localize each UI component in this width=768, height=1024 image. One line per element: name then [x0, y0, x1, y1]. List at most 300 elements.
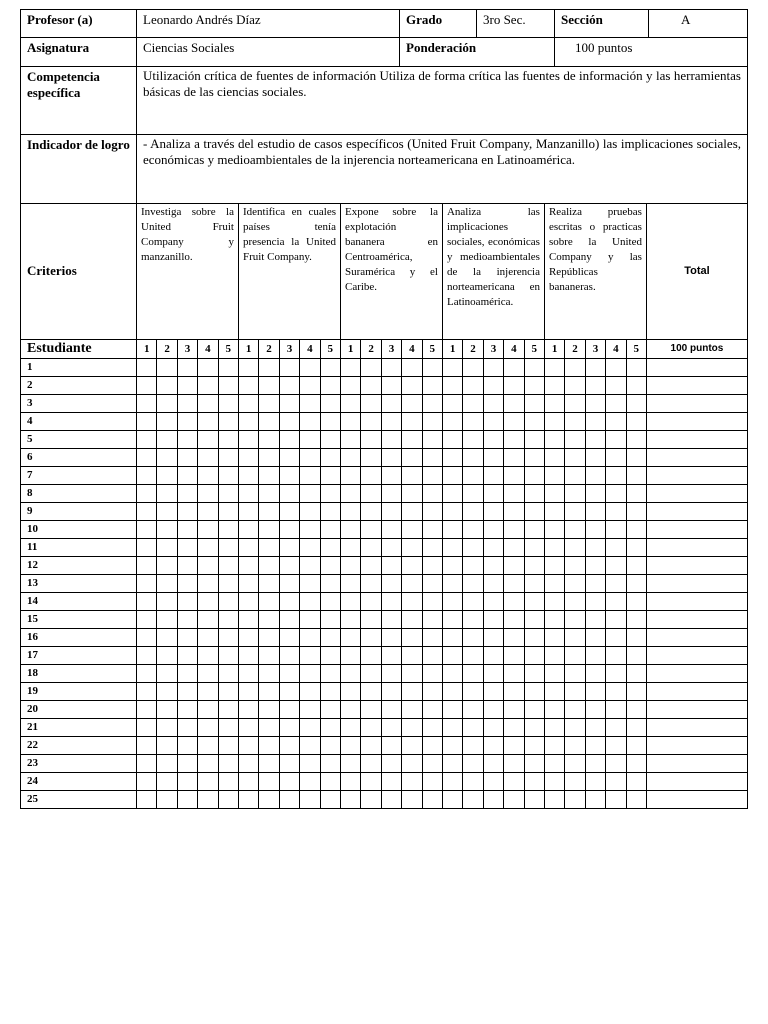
score-cell[interactable]	[422, 611, 442, 629]
score-cell[interactable]	[157, 611, 177, 629]
score-cell[interactable]	[198, 593, 218, 611]
score-cell[interactable]	[198, 737, 218, 755]
score-cell[interactable]	[198, 395, 218, 413]
score-cell[interactable]	[524, 395, 544, 413]
score-cell[interactable]	[544, 719, 564, 737]
score-cell[interactable]	[626, 719, 646, 737]
score-cell[interactable]	[361, 629, 381, 647]
score-cell[interactable]	[198, 557, 218, 575]
score-cell[interactable]	[238, 395, 258, 413]
score-cell[interactable]	[279, 449, 299, 467]
score-cell[interactable]	[463, 719, 483, 737]
score-cell[interactable]	[300, 377, 320, 395]
score-cell[interactable]	[300, 503, 320, 521]
score-cell[interactable]	[626, 359, 646, 377]
score-cell[interactable]	[544, 449, 564, 467]
score-cell[interactable]	[300, 701, 320, 719]
score-cell[interactable]	[504, 575, 524, 593]
score-cell[interactable]	[279, 737, 299, 755]
score-cell[interactable]	[524, 665, 544, 683]
score-cell[interactable]	[565, 449, 585, 467]
score-cell[interactable]	[279, 647, 299, 665]
score-cell[interactable]	[320, 557, 340, 575]
score-cell[interactable]	[606, 377, 626, 395]
score-cell[interactable]	[606, 611, 626, 629]
score-cell[interactable]	[463, 629, 483, 647]
score-cell[interactable]	[442, 575, 462, 593]
score-cell[interactable]	[340, 647, 360, 665]
score-cell[interactable]	[177, 539, 197, 557]
score-cell[interactable]	[300, 773, 320, 791]
score-cell[interactable]	[524, 737, 544, 755]
score-cell[interactable]	[137, 557, 157, 575]
score-cell[interactable]	[402, 629, 422, 647]
score-cell[interactable]	[565, 359, 585, 377]
score-cell[interactable]	[626, 431, 646, 449]
score-cell[interactable]	[626, 629, 646, 647]
score-cell[interactable]	[381, 575, 401, 593]
score-cell[interactable]	[585, 647, 605, 665]
score-cell[interactable]	[279, 575, 299, 593]
score-cell[interactable]	[157, 431, 177, 449]
score-cell[interactable]	[177, 593, 197, 611]
score-cell[interactable]	[279, 665, 299, 683]
score-cell[interactable]	[238, 719, 258, 737]
score-cell[interactable]	[157, 755, 177, 773]
score-cell[interactable]	[381, 413, 401, 431]
score-cell[interactable]	[218, 521, 238, 539]
score-cell[interactable]	[177, 521, 197, 539]
score-cell[interactable]	[320, 701, 340, 719]
score-cell[interactable]	[544, 647, 564, 665]
score-cell[interactable]	[198, 503, 218, 521]
score-cell[interactable]	[422, 701, 442, 719]
score-cell[interactable]	[381, 773, 401, 791]
score-cell[interactable]	[157, 791, 177, 809]
score-cell[interactable]	[483, 539, 503, 557]
score-cell[interactable]	[259, 665, 279, 683]
score-cell[interactable]	[544, 575, 564, 593]
score-cell[interactable]	[361, 485, 381, 503]
score-cell[interactable]	[238, 737, 258, 755]
score-cell[interactable]	[320, 593, 340, 611]
score-cell[interactable]	[177, 467, 197, 485]
score-cell[interactable]	[340, 683, 360, 701]
score-cell[interactable]	[259, 611, 279, 629]
score-cell[interactable]	[157, 719, 177, 737]
score-cell[interactable]	[463, 647, 483, 665]
score-cell[interactable]	[300, 557, 320, 575]
score-cell[interactable]	[565, 593, 585, 611]
score-cell[interactable]	[504, 593, 524, 611]
score-cell[interactable]	[565, 485, 585, 503]
score-cell[interactable]	[259, 449, 279, 467]
score-cell[interactable]	[177, 647, 197, 665]
score-cell[interactable]	[279, 503, 299, 521]
score-cell[interactable]	[606, 503, 626, 521]
score-cell[interactable]	[585, 683, 605, 701]
score-cell[interactable]	[300, 395, 320, 413]
score-cell[interactable]	[320, 575, 340, 593]
score-cell[interactable]	[463, 755, 483, 773]
score-cell[interactable]	[320, 629, 340, 647]
score-cell[interactable]	[606, 521, 626, 539]
score-cell[interactable]	[157, 665, 177, 683]
score-cell[interactable]	[238, 467, 258, 485]
score-cell[interactable]	[544, 395, 564, 413]
score-cell[interactable]	[381, 593, 401, 611]
score-cell[interactable]	[544, 521, 564, 539]
score-cell[interactable]	[259, 359, 279, 377]
score-cell[interactable]	[544, 557, 564, 575]
score-cell[interactable]	[320, 683, 340, 701]
score-cell[interactable]	[442, 755, 462, 773]
score-cell[interactable]	[157, 467, 177, 485]
score-cell[interactable]	[544, 773, 564, 791]
score-cell[interactable]	[504, 719, 524, 737]
score-cell[interactable]	[504, 791, 524, 809]
score-cell[interactable]	[483, 413, 503, 431]
score-cell[interactable]	[544, 485, 564, 503]
score-cell[interactable]	[381, 395, 401, 413]
score-cell[interactable]	[340, 701, 360, 719]
score-cell[interactable]	[606, 755, 626, 773]
score-cell[interactable]	[483, 647, 503, 665]
score-cell[interactable]	[259, 377, 279, 395]
score-cell[interactable]	[504, 539, 524, 557]
score-cell[interactable]	[157, 773, 177, 791]
score-cell[interactable]	[565, 503, 585, 521]
score-cell[interactable]	[626, 701, 646, 719]
score-cell[interactable]	[259, 719, 279, 737]
score-cell[interactable]	[565, 665, 585, 683]
score-cell[interactable]	[463, 503, 483, 521]
score-cell[interactable]	[279, 359, 299, 377]
score-cell[interactable]	[442, 503, 462, 521]
score-cell[interactable]	[259, 701, 279, 719]
score-cell[interactable]	[565, 575, 585, 593]
score-cell[interactable]	[361, 665, 381, 683]
score-cell[interactable]	[218, 737, 238, 755]
score-cell[interactable]	[259, 395, 279, 413]
score-cell[interactable]	[238, 359, 258, 377]
score-cell[interactable]	[463, 377, 483, 395]
score-cell[interactable]	[340, 629, 360, 647]
score-cell[interactable]	[157, 593, 177, 611]
score-cell[interactable]	[238, 431, 258, 449]
score-cell[interactable]	[157, 539, 177, 557]
score-cell[interactable]	[626, 593, 646, 611]
total-cell[interactable]	[646, 701, 747, 719]
score-cell[interactable]	[361, 449, 381, 467]
score-cell[interactable]	[422, 395, 442, 413]
score-cell[interactable]	[422, 575, 442, 593]
score-cell[interactable]	[463, 557, 483, 575]
score-cell[interactable]	[524, 755, 544, 773]
score-cell[interactable]	[157, 557, 177, 575]
score-cell[interactable]	[504, 485, 524, 503]
score-cell[interactable]	[218, 683, 238, 701]
score-cell[interactable]	[463, 521, 483, 539]
score-cell[interactable]	[402, 467, 422, 485]
score-cell[interactable]	[422, 521, 442, 539]
score-cell[interactable]	[177, 413, 197, 431]
score-cell[interactable]	[300, 683, 320, 701]
score-cell[interactable]	[585, 773, 605, 791]
score-cell[interactable]	[442, 413, 462, 431]
score-cell[interactable]	[544, 503, 564, 521]
score-cell[interactable]	[626, 503, 646, 521]
score-cell[interactable]	[279, 755, 299, 773]
score-cell[interactable]	[137, 521, 157, 539]
score-cell[interactable]	[279, 701, 299, 719]
score-cell[interactable]	[565, 791, 585, 809]
score-cell[interactable]	[137, 395, 157, 413]
score-cell[interactable]	[300, 737, 320, 755]
score-cell[interactable]	[585, 359, 605, 377]
score-cell[interactable]	[606, 413, 626, 431]
score-cell[interactable]	[157, 575, 177, 593]
score-cell[interactable]	[218, 629, 238, 647]
score-cell[interactable]	[504, 413, 524, 431]
score-cell[interactable]	[606, 449, 626, 467]
score-cell[interactable]	[340, 773, 360, 791]
score-cell[interactable]	[463, 575, 483, 593]
score-cell[interactable]	[361, 701, 381, 719]
score-cell[interactable]	[524, 773, 544, 791]
score-cell[interactable]	[238, 701, 258, 719]
score-cell[interactable]	[524, 647, 544, 665]
score-cell[interactable]	[606, 683, 626, 701]
score-cell[interactable]	[381, 647, 401, 665]
score-cell[interactable]	[381, 539, 401, 557]
score-cell[interactable]	[177, 755, 197, 773]
score-cell[interactable]	[198, 413, 218, 431]
score-cell[interactable]	[483, 449, 503, 467]
score-cell[interactable]	[320, 359, 340, 377]
score-cell[interactable]	[585, 503, 605, 521]
score-cell[interactable]	[279, 683, 299, 701]
score-cell[interactable]	[483, 431, 503, 449]
score-cell[interactable]	[585, 665, 605, 683]
total-cell[interactable]	[646, 431, 747, 449]
score-cell[interactable]	[218, 503, 238, 521]
score-cell[interactable]	[238, 377, 258, 395]
score-cell[interactable]	[402, 737, 422, 755]
score-cell[interactable]	[544, 359, 564, 377]
score-cell[interactable]	[626, 575, 646, 593]
score-cell[interactable]	[565, 467, 585, 485]
score-cell[interactable]	[259, 683, 279, 701]
score-cell[interactable]	[137, 665, 157, 683]
score-cell[interactable]	[259, 431, 279, 449]
score-cell[interactable]	[340, 467, 360, 485]
total-cell[interactable]	[646, 593, 747, 611]
score-cell[interactable]	[442, 359, 462, 377]
score-cell[interactable]	[565, 737, 585, 755]
score-cell[interactable]	[198, 683, 218, 701]
score-cell[interactable]	[422, 665, 442, 683]
score-cell[interactable]	[463, 359, 483, 377]
score-cell[interactable]	[238, 647, 258, 665]
score-cell[interactable]	[463, 701, 483, 719]
score-cell[interactable]	[177, 683, 197, 701]
score-cell[interactable]	[606, 395, 626, 413]
score-cell[interactable]	[320, 449, 340, 467]
score-cell[interactable]	[606, 647, 626, 665]
score-cell[interactable]	[504, 647, 524, 665]
score-cell[interactable]	[606, 431, 626, 449]
score-cell[interactable]	[198, 485, 218, 503]
score-cell[interactable]	[626, 683, 646, 701]
score-cell[interactable]	[177, 449, 197, 467]
score-cell[interactable]	[300, 665, 320, 683]
score-cell[interactable]	[340, 413, 360, 431]
score-cell[interactable]	[259, 503, 279, 521]
score-cell[interactable]	[483, 521, 503, 539]
score-cell[interactable]	[340, 665, 360, 683]
score-cell[interactable]	[238, 593, 258, 611]
score-cell[interactable]	[524, 467, 544, 485]
score-cell[interactable]	[137, 719, 157, 737]
score-cell[interactable]	[483, 665, 503, 683]
score-cell[interactable]	[606, 737, 626, 755]
score-cell[interactable]	[504, 449, 524, 467]
score-cell[interactable]	[442, 395, 462, 413]
score-cell[interactable]	[381, 683, 401, 701]
score-cell[interactable]	[157, 683, 177, 701]
score-cell[interactable]	[422, 593, 442, 611]
score-cell[interactable]	[218, 431, 238, 449]
score-cell[interactable]	[157, 449, 177, 467]
score-cell[interactable]	[361, 377, 381, 395]
score-cell[interactable]	[565, 701, 585, 719]
score-cell[interactable]	[259, 629, 279, 647]
score-cell[interactable]	[361, 359, 381, 377]
score-cell[interactable]	[177, 737, 197, 755]
score-cell[interactable]	[524, 629, 544, 647]
score-cell[interactable]	[177, 503, 197, 521]
score-cell[interactable]	[320, 665, 340, 683]
score-cell[interactable]	[320, 413, 340, 431]
score-cell[interactable]	[606, 557, 626, 575]
score-cell[interactable]	[565, 755, 585, 773]
score-cell[interactable]	[238, 791, 258, 809]
score-cell[interactable]	[381, 449, 401, 467]
score-cell[interactable]	[402, 773, 422, 791]
score-cell[interactable]	[259, 647, 279, 665]
score-cell[interactable]	[483, 629, 503, 647]
score-cell[interactable]	[340, 539, 360, 557]
score-cell[interactable]	[402, 755, 422, 773]
score-cell[interactable]	[218, 467, 238, 485]
score-cell[interactable]	[504, 701, 524, 719]
score-cell[interactable]	[279, 431, 299, 449]
score-cell[interactable]	[218, 395, 238, 413]
score-cell[interactable]	[300, 593, 320, 611]
score-cell[interactable]	[544, 431, 564, 449]
score-cell[interactable]	[238, 485, 258, 503]
score-cell[interactable]	[238, 521, 258, 539]
score-cell[interactable]	[279, 791, 299, 809]
score-cell[interactable]	[137, 629, 157, 647]
score-cell[interactable]	[504, 629, 524, 647]
score-cell[interactable]	[442, 683, 462, 701]
score-cell[interactable]	[177, 575, 197, 593]
score-cell[interactable]	[300, 755, 320, 773]
score-cell[interactable]	[504, 611, 524, 629]
score-cell[interactable]	[381, 755, 401, 773]
score-cell[interactable]	[442, 593, 462, 611]
score-cell[interactable]	[279, 485, 299, 503]
score-cell[interactable]	[585, 737, 605, 755]
score-cell[interactable]	[544, 791, 564, 809]
score-cell[interactable]	[279, 539, 299, 557]
score-cell[interactable]	[606, 539, 626, 557]
score-cell[interactable]	[198, 449, 218, 467]
score-cell[interactable]	[279, 593, 299, 611]
total-cell[interactable]	[646, 755, 747, 773]
score-cell[interactable]	[402, 575, 422, 593]
score-cell[interactable]	[565, 395, 585, 413]
score-cell[interactable]	[504, 737, 524, 755]
score-cell[interactable]	[606, 593, 626, 611]
score-cell[interactable]	[198, 431, 218, 449]
total-cell[interactable]	[646, 359, 747, 377]
score-cell[interactable]	[442, 719, 462, 737]
score-cell[interactable]	[565, 683, 585, 701]
score-cell[interactable]	[320, 791, 340, 809]
score-cell[interactable]	[177, 629, 197, 647]
score-cell[interactable]	[483, 611, 503, 629]
score-cell[interactable]	[626, 773, 646, 791]
score-cell[interactable]	[585, 593, 605, 611]
score-cell[interactable]	[238, 503, 258, 521]
score-cell[interactable]	[157, 485, 177, 503]
score-cell[interactable]	[422, 683, 442, 701]
score-cell[interactable]	[585, 449, 605, 467]
score-cell[interactable]	[422, 647, 442, 665]
score-cell[interactable]	[361, 521, 381, 539]
score-cell[interactable]	[544, 701, 564, 719]
score-cell[interactable]	[300, 647, 320, 665]
score-cell[interactable]	[565, 431, 585, 449]
score-cell[interactable]	[218, 665, 238, 683]
score-cell[interactable]	[198, 755, 218, 773]
score-cell[interactable]	[504, 395, 524, 413]
score-cell[interactable]	[320, 503, 340, 521]
score-cell[interactable]	[300, 449, 320, 467]
score-cell[interactable]	[626, 485, 646, 503]
score-cell[interactable]	[279, 773, 299, 791]
score-cell[interactable]	[259, 467, 279, 485]
score-cell[interactable]	[504, 359, 524, 377]
score-cell[interactable]	[585, 611, 605, 629]
score-cell[interactable]	[157, 359, 177, 377]
score-cell[interactable]	[504, 503, 524, 521]
score-cell[interactable]	[442, 467, 462, 485]
score-cell[interactable]	[565, 557, 585, 575]
score-cell[interactable]	[381, 557, 401, 575]
score-cell[interactable]	[340, 485, 360, 503]
score-cell[interactable]	[626, 395, 646, 413]
score-cell[interactable]	[157, 629, 177, 647]
total-cell[interactable]	[646, 503, 747, 521]
score-cell[interactable]	[218, 593, 238, 611]
score-cell[interactable]	[177, 359, 197, 377]
score-cell[interactable]	[320, 611, 340, 629]
score-cell[interactable]	[361, 431, 381, 449]
